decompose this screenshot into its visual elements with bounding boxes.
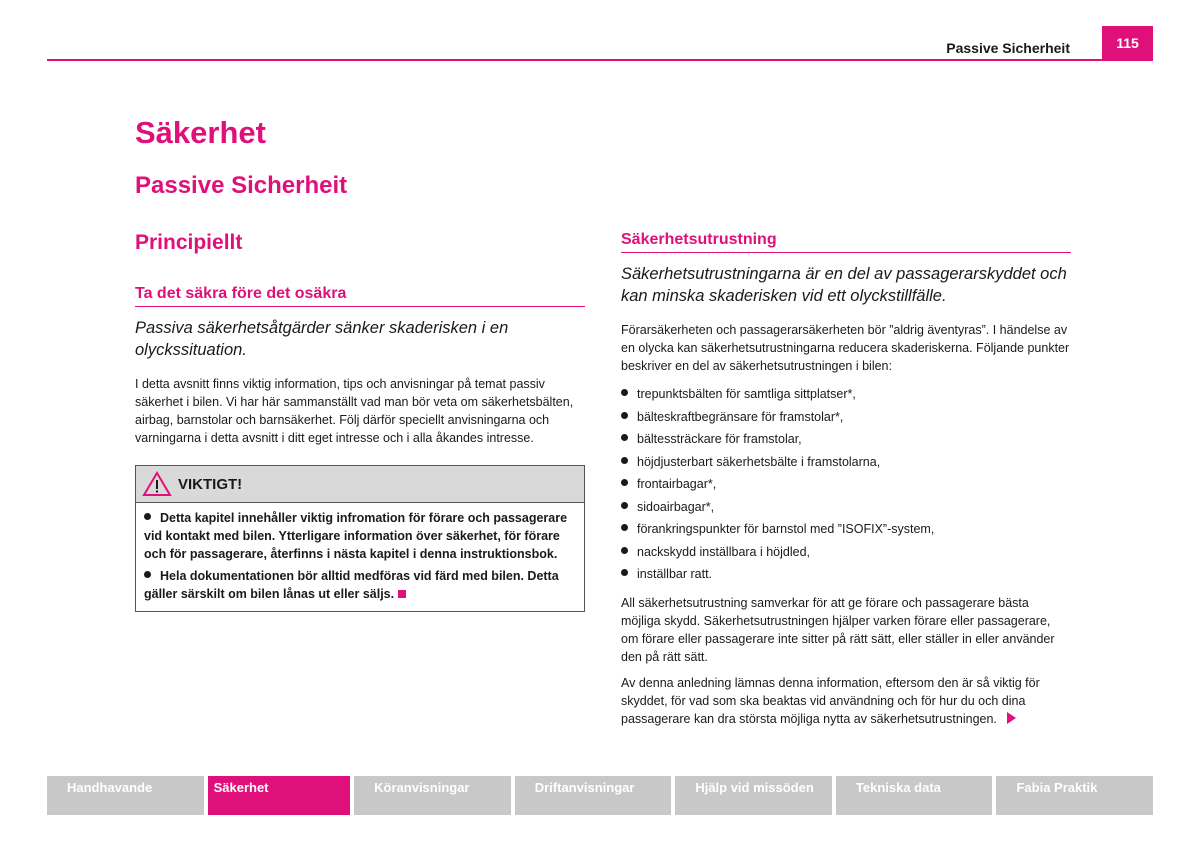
bullet-icon (144, 513, 151, 520)
warning-item: Hela dokumentationen bör alltid medföras vid färd med bilen. Detta gäller särskilt om bilen lånas ut eller säljs. (144, 569, 559, 601)
list-item: bälteskraftbegränsare för framstolar*, (621, 406, 1071, 429)
running-header: Passive Sicherheit (946, 40, 1070, 56)
warning-header (136, 466, 584, 503)
list-item: sidoairbagar*, (621, 496, 1071, 519)
list-item: inställbar ratt. (621, 563, 1071, 586)
right-lead: Säkerhetsutrustningarna är en del av passagerarskyddet och kan minska skaderisken vid ett olyckstillfälle. (621, 265, 1067, 305)
right-intro: Förarsäkerheten och passagerarsäkerheten bör ”aldrig äventyras”. I händelse av en olycka kan säkerhetsutrustningarna reducera skaderiskerna. Följande punkter beskriver en del av säkerhetsutrustningen i bilen: (621, 323, 1070, 373)
bullet-icon (621, 434, 628, 441)
bullet-icon (621, 457, 628, 464)
list-item: trepunktsbälten för samtliga sittplatser*, (621, 383, 1071, 406)
left-body: I detta avsnitt finns viktig information, tips och anvisningar på temat passiv säkerhet i bilen. Vi har här sammanställt vad man bör veta om säkerhetsbälten, airbag, barnstolar och barnsäkerhet. Följ därför speciellt anvisningarna och varningarna i detta avsnitt i ditt eget intresse och i alla åkandes intresse. (135, 377, 574, 445)
tab-tekniska-data[interactable]: Tekniska data (836, 776, 993, 815)
bullet-icon (621, 524, 628, 531)
bullet-icon (144, 571, 151, 578)
warning-triangle-icon (142, 471, 172, 497)
bullet-icon (621, 547, 628, 554)
bullet-icon (621, 569, 628, 576)
warning-title: VIKTIGT! (178, 475, 243, 493)
list-item: frontairbagar*, (621, 473, 1071, 496)
list-item: bältessträckare för framstolar, (621, 428, 1071, 451)
list-item: höjdjusterbart säkerhetsbälte i framstolarna, (621, 451, 1071, 474)
left-heading: Ta det säkra före det osäkra (135, 285, 585, 307)
tab-driftanvisningar[interactable]: Driftanvisningar (515, 776, 672, 815)
bullet-icon (621, 412, 628, 419)
bullet-icon (621, 479, 628, 486)
left-column (135, 285, 585, 612)
warning-box (135, 465, 585, 612)
tab-koranvisningar[interactable]: Köranvisningar (354, 776, 511, 815)
tab-fabia-praktik[interactable]: Fabia Praktik (996, 776, 1153, 815)
warning-item: Detta kapitel innehåller viktig infromation för förare och passagerare vid kontakt med bilen. Ytterligare information över säkerhet, för förare och för passagerare, återfinns i nästa kapitel i denna instruktionsbok. (144, 511, 568, 561)
tab-handhavande[interactable]: Handhavande (47, 776, 204, 815)
chapter-title: Säkerhet (135, 115, 266, 150)
section-title: Passive Sicherheit (135, 172, 348, 199)
warning-body (136, 503, 584, 611)
left-lead: Passiva säkerhetsåtgärder sänker skaderisken i en olyckssituation. (135, 319, 509, 359)
bullet-icon (621, 389, 628, 396)
header-rule (47, 59, 1153, 61)
end-of-section-icon (398, 590, 406, 598)
bullet-icon (621, 502, 628, 509)
right-paragraph-3: Av denna anledning lämnas denna information, eftersom den är så viktig för skyddet, för vad som ska beaktas vid användning och för hur du och dina passagerare kan dra största möjliga nytta av säkerhetsutrustningen. (621, 675, 1040, 726)
tab-hjalp-vid-missoden[interactable]: Hjälp vid missöden (675, 776, 832, 815)
equipment-list (621, 383, 1071, 586)
page-number: 115 (1102, 26, 1153, 60)
list-item: nackskydd inställbara i höjdled, (621, 541, 1071, 564)
right-column (621, 231, 1071, 736)
right-heading: Säkerhetsutrustning (621, 231, 1071, 253)
tab-sakerhet[interactable]: Säkerhet (208, 776, 351, 815)
right-paragraph-2: All säkerhetsutrustning samverkar för att ge förare och passagerare bästa möjliga skydd. Säkerhetsutrustningen hjälper varken förare eller passagerare, om förare eller passagerare inte sitter på rätt sätt, eller ställer in eller använder den på rätt sätt. (621, 595, 1055, 664)
chapter-tabs (47, 776, 1153, 815)
subsection-title: Principiellt (135, 231, 243, 254)
list-item: förankringspunkter för barnstol med ”ISOFIX”-system, (621, 518, 1071, 541)
continue-arrow-icon (1007, 712, 1016, 724)
